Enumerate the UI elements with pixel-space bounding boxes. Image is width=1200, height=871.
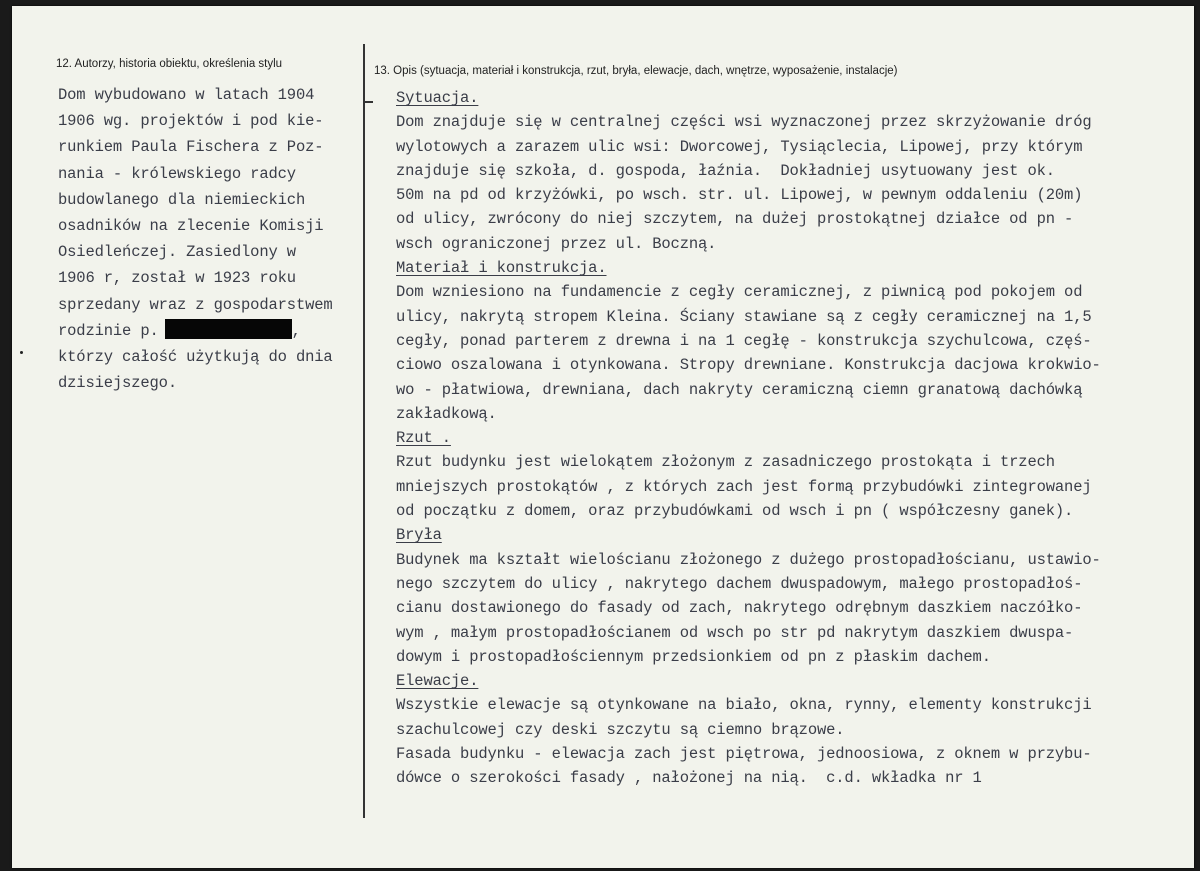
authors-history-text (58, 82, 333, 396)
line-text: rodzinie p. (58, 321, 159, 340)
line-text: nania - królewskiego radcy (58, 164, 296, 183)
text-line (58, 134, 333, 160)
redaction-suffix: , (291, 321, 301, 340)
text-line (58, 161, 333, 187)
line-text: Dom wybudowano w latach 1904 (58, 86, 315, 104)
section-heading (396, 523, 1101, 547)
line-text: Sytuacja. (396, 89, 479, 107)
line-text: zakładkową. (396, 404, 497, 423)
line-text: 1906 r, został w 1923 roku (58, 269, 296, 288)
text-line (396, 645, 1101, 669)
text-line (58, 108, 333, 134)
line-text: cegły, ponad parterem z drewna i na 1 cegłę - konstrukcja szychulcowa, częś- (396, 331, 1092, 350)
line-text: ulicy, nakrytą stropem Kleina. Ściany stawiane są z cegły ceramicznej na 1,5 (396, 307, 1092, 326)
text-line (58, 318, 333, 344)
line-text: wylotowych a zarazem ulic wsi: Dworcowej, Tysiąclecia, Lipowej, przy którym (396, 137, 1083, 156)
section-heading (396, 669, 1101, 693)
line-text: Rzut budynku jest wielokątem złożonym z zasadniczego prostokąta i trzech (396, 453, 1055, 472)
text-line (396, 475, 1101, 499)
text-line (58, 187, 333, 213)
text-line (396, 621, 1101, 645)
text-line (396, 402, 1101, 426)
redaction-bar (165, 319, 292, 339)
text-line (58, 239, 333, 265)
line-text: ciowo oszalowana i otynkowana. Stropy drewniane. Konstrukcja dacjowa krokwio- (396, 356, 1101, 375)
line-text: Dom znajduje się w centralnej części wsi wyznaczonej przez skrzyżowanie dróg (396, 113, 1092, 132)
text-line (396, 499, 1101, 523)
text-line (396, 450, 1101, 474)
description-text (396, 86, 1101, 791)
section-13-header: 13. Opis (sytuacja, materiał i konstrukcja, rzut, bryła, elewacje, dach, wnętrze, wyposażenie, instalacje) (374, 65, 898, 77)
section-heading (396, 426, 1101, 450)
line-text: 50m na pd od krzyżówki, po wsch. str. ul. Lipowej, w pewnym oddaleniu (20m) (396, 186, 1083, 205)
text-line (396, 742, 1101, 766)
text-line (396, 207, 1101, 231)
line-text: Rzut . (396, 429, 451, 448)
text-line (58, 370, 333, 396)
divider-tick (365, 101, 373, 103)
document-card (12, 6, 1194, 868)
text-line (396, 718, 1101, 742)
text-line (396, 232, 1101, 256)
column-divider (363, 44, 365, 818)
line-text: 1906 wg. projektów i pod kie- (58, 112, 324, 131)
text-line (58, 292, 333, 318)
line-text: Budynek ma kształt wielościanu złożonego z dużego prostopadłościanu, ustawio- (396, 550, 1101, 569)
line-text: znajduje się szkoła, d. gospoda, łaźnia. Dokładniej usytuowany jest ok. (396, 161, 1055, 180)
line-text: od początku z domem, oraz przybudówkami od wsch i pn ( współczesny ganek). (396, 502, 1074, 521)
line-text: dzisiejszego. (58, 374, 177, 393)
line-text: od ulicy, zwrócony do niej szczytem, na dużej prostokątnej działce od pn - (396, 210, 1074, 229)
text-line (58, 344, 333, 370)
text-line (396, 766, 1101, 790)
section-heading (396, 256, 1101, 280)
line-text: szachulcowej czy deski szczytu są ciemno brązowe. (396, 720, 845, 739)
line-text: osadników na zlecenie Komisji (58, 216, 324, 235)
text-line (396, 378, 1101, 402)
text-line (396, 305, 1101, 329)
line-text: Wszystkie elewacje są otynkowane na biało, okna, rynny, elementy konstrukcji (396, 696, 1092, 715)
text-line (58, 265, 333, 291)
text-line (396, 596, 1101, 620)
line-text: Materiał i konstrukcja. (396, 259, 607, 278)
line-text: mniejszych prostokątów , z których zach jest formą przybudówki zintegrowanej (396, 477, 1092, 496)
line-text: cianu dostawionego do fasady od zach, nakrytego odrębnym daszkiem naczółko- (396, 599, 1083, 618)
text-line (396, 110, 1101, 134)
text-line (396, 280, 1101, 304)
text-line (396, 329, 1101, 353)
line-text: wym , małym prostopadłościanem od wsch po str pd nakrytym daszkiem dwuspa- (396, 623, 1074, 642)
line-text: Osiedleńczej. Zasiedlony w (58, 243, 296, 262)
text-line (58, 82, 333, 108)
text-line (396, 693, 1101, 717)
text-line (396, 548, 1101, 572)
text-line (58, 213, 333, 239)
line-text: nego szczytem do ulicy , nakrytego dachem dwuspadowym, małego prostopadłoś- (396, 574, 1083, 593)
text-line (396, 159, 1101, 183)
section-heading (396, 86, 1101, 110)
text-line (396, 135, 1101, 159)
line-text: budowlanego dla niemieckich (58, 190, 306, 209)
line-text: Dom wzniesiono na fundamencie z cegły ceramicznej, z piwnicą pod pokojem od (396, 283, 1083, 302)
line-text: dowym i prostopadłościennym przedsionkiem od pn z płaskim dachem. (396, 647, 991, 666)
line-text: Elewacje. (396, 672, 479, 691)
line-text: wo - płatwiowa, drewniana, dach nakryty ceramiczną ciemn granatową dachówką (396, 380, 1083, 399)
line-text: wsch ograniczonej przez ul. Boczną. (396, 234, 717, 253)
margin-dot (20, 351, 23, 354)
line-text: dówce o szerokości fasady , nałożonej na nią. c.d. wkładka nr 1 (396, 769, 982, 788)
line-text: sprzedany wraz z gospodarstwem (58, 295, 333, 314)
text-line (396, 183, 1101, 207)
text-line (396, 572, 1101, 596)
text-line (396, 353, 1101, 377)
line-text: którzy całość użytkują do dnia (58, 347, 333, 366)
line-text: runkiem Paula Fischera z Poz- (58, 138, 324, 157)
line-text: Fasada budynku - elewacja zach jest piętrowa, jednoosiowa, z oknem w przybu- (396, 745, 1092, 764)
line-text: Bryła (396, 526, 442, 545)
section-12-header: 12. Autorzy, historia obiektu, określenia stylu (56, 58, 283, 70)
